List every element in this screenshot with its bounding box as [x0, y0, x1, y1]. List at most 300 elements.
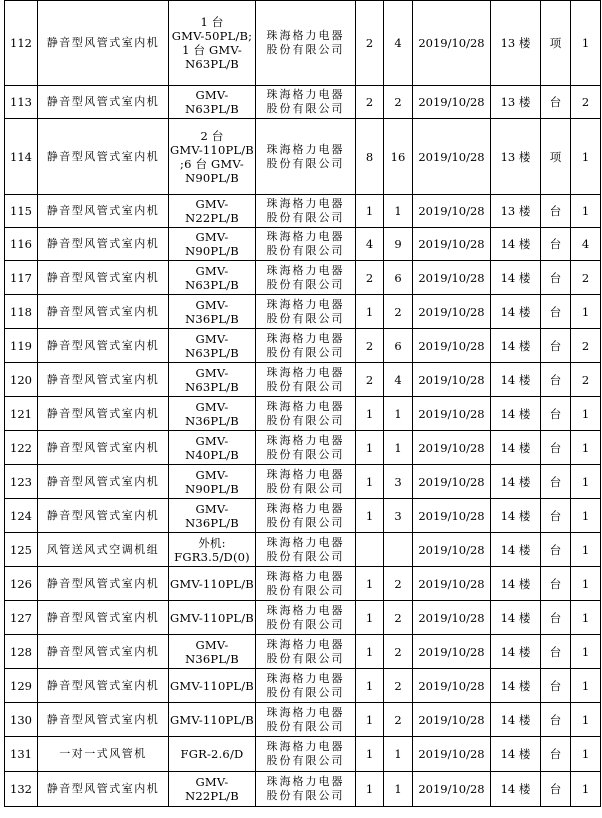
quantity-2: 9: [384, 228, 413, 261]
manufacturer: [256, 737, 356, 772]
quantity-1: 4: [356, 228, 384, 261]
quantity-2: 2: [384, 635, 413, 669]
model-number: [169, 86, 256, 119]
model-number: [169, 601, 256, 635]
model-number: [169, 465, 256, 499]
quantity-2: 4: [384, 1, 413, 86]
manufacturer-line: 珠海格力电器: [266, 775, 345, 788]
model-line: GMV-110PL/B: [170, 142, 254, 157]
model-line: N90PL/B: [185, 170, 239, 185]
manufacturer-line: 股份有限公司: [266, 515, 345, 529]
quantity-3: 1: [571, 567, 601, 601]
quantity-1: 1: [356, 195, 384, 228]
floor: 14 楼: [491, 737, 541, 772]
row-number: 121: [5, 397, 38, 431]
row-number: 117: [5, 261, 38, 295]
model-number: [169, 772, 256, 807]
quantity-1: 1: [356, 635, 384, 669]
model-number: [169, 119, 256, 195]
table-row: [5, 465, 601, 499]
unit: 台: [541, 567, 571, 601]
model-number: [169, 499, 256, 533]
row-number: 128: [5, 635, 38, 669]
manufacturer: [256, 601, 356, 635]
quantity-3: 1: [571, 601, 601, 635]
equipment-name: 静音型风管式室内机: [38, 1, 169, 86]
unit: 台: [541, 499, 571, 533]
manufacturer-line: 股份有限公司: [266, 102, 345, 115]
manufacturer-line: 珠海格力电器: [266, 705, 345, 719]
manufacturer-line: 股份有限公司: [266, 651, 345, 665]
manufacturer: [256, 329, 356, 363]
model-number: [169, 533, 256, 567]
model-line: GMV-110PL/B: [170, 712, 254, 727]
model-line: GMV-N36PL/B: [185, 637, 239, 666]
quantity-2: 2: [384, 295, 413, 329]
model-line: 1 台 GMV-: [182, 43, 242, 57]
table-row: [5, 363, 601, 397]
date: 2019/10/28: [413, 295, 491, 329]
date: 2019/10/28: [413, 119, 491, 195]
unit: 台: [541, 772, 571, 807]
quantity-3: 1: [571, 465, 601, 499]
row-number: 113: [5, 86, 38, 119]
quantity-3: 1: [571, 431, 601, 465]
table-row: [5, 635, 601, 669]
floor: 14 楼: [491, 601, 541, 635]
manufacturer-line: 股份有限公司: [266, 345, 345, 359]
manufacturer-line: 股份有限公司: [266, 583, 345, 597]
table-row: [5, 772, 601, 807]
date: 2019/10/28: [413, 228, 491, 261]
manufacturer-line: 珠海格力电器: [266, 671, 345, 685]
unit: 台: [541, 228, 571, 261]
manufacturer-line: 股份有限公司: [266, 379, 345, 393]
unit: 台: [541, 601, 571, 635]
row-number: 129: [5, 669, 38, 703]
date: 2019/10/28: [413, 601, 491, 635]
model-line: GMV-50PL/B;: [171, 29, 253, 43]
unit: 台: [541, 635, 571, 669]
quantity-1: 1: [356, 295, 384, 329]
manufacturer-line: 股份有限公司: [266, 617, 345, 631]
unit: 台: [541, 465, 571, 499]
equipment-name: 静音型风管式室内机: [38, 261, 169, 295]
model-number: [169, 195, 256, 228]
manufacturer-line: 股份有限公司: [266, 43, 345, 56]
row-number: 124: [5, 499, 38, 533]
quantity-1: 8: [356, 119, 384, 195]
manufacturer-line: 珠海格力电器: [266, 230, 345, 243]
date: 2019/10/28: [413, 499, 491, 533]
equipment-name: 一对一式风管机: [38, 737, 169, 772]
table-row: [5, 397, 601, 431]
row-number: 123: [5, 465, 38, 499]
quantity-2: 4: [384, 363, 413, 397]
row-number: 112: [5, 1, 38, 86]
quantity-1: 1: [356, 567, 384, 601]
table-body: [5, 1, 601, 807]
model-number: [169, 567, 256, 601]
row-number: 119: [5, 329, 38, 363]
row-number: 114: [5, 119, 38, 195]
manufacturer-line: 股份有限公司: [266, 685, 345, 699]
equipment-name: 静音型风管式室内机: [38, 86, 169, 119]
manufacturer-line: 珠海格力电器: [266, 501, 345, 515]
equipment-name: 静音型风管式室内机: [38, 119, 169, 195]
equipment-name: 静音型风管式室内机: [38, 499, 169, 533]
unit: 台: [541, 86, 571, 119]
date: 2019/10/28: [413, 86, 491, 119]
quantity-3: 1: [571, 772, 601, 807]
unit: 台: [541, 261, 571, 295]
date: 2019/10/28: [413, 363, 491, 397]
quantity-1: 1: [356, 465, 384, 499]
manufacturer-line: 珠海格力电器: [266, 365, 345, 379]
manufacturer: [256, 195, 356, 228]
date: 2019/10/28: [413, 635, 491, 669]
quantity-1: 2: [356, 261, 384, 295]
quantity-3: 1: [571, 499, 601, 533]
manufacturer-line: 珠海格力电器: [266, 297, 345, 311]
manufacturer: [256, 86, 356, 119]
manufacturer: [256, 635, 356, 669]
quantity-3: 1: [571, 635, 601, 669]
manufacturer-line: 股份有限公司: [266, 211, 345, 224]
equipment-name: 静音型风管式室内机: [38, 635, 169, 669]
table-row: [5, 703, 601, 737]
quantity-1: 1: [356, 737, 384, 772]
quantity-1: 1: [356, 703, 384, 737]
quantity-1: 1: [356, 669, 384, 703]
equipment-name: 静音型风管式室内机: [38, 465, 169, 499]
manufacturer: [256, 567, 356, 601]
manufacturer-line: 珠海格力电器: [266, 637, 345, 651]
floor: 14 楼: [491, 329, 541, 363]
manufacturer-line: 股份有限公司: [266, 719, 345, 733]
manufacturer: [256, 397, 356, 431]
model-number: [169, 737, 256, 772]
equipment-name: 静音型风管式室内机: [38, 397, 169, 431]
quantity-2: 1: [384, 431, 413, 465]
model-number: [169, 1, 256, 86]
table-row: [5, 119, 601, 195]
quantity-1: 2: [356, 1, 384, 86]
quantity-1: 1: [356, 601, 384, 635]
date: 2019/10/28: [413, 195, 491, 228]
date: 2019/10/28: [413, 465, 491, 499]
quantity-3: 1: [571, 295, 601, 329]
floor: 14 楼: [491, 669, 541, 703]
manufacturer-line: 股份有限公司: [266, 244, 345, 257]
table-row: [5, 669, 601, 703]
table-row: [5, 295, 601, 329]
manufacturer-line: 股份有限公司: [266, 754, 345, 767]
floor: 14 楼: [491, 431, 541, 465]
table-row: [5, 261, 601, 295]
row-number: 120: [5, 363, 38, 397]
manufacturer-line: 珠海格力电器: [266, 467, 345, 481]
manufacturer-line: 股份有限公司: [266, 413, 345, 427]
model-line: 外机:: [198, 535, 226, 550]
date: 2019/10/28: [413, 772, 491, 807]
unit: 台: [541, 397, 571, 431]
manufacturer-line: 珠海格力电器: [266, 142, 345, 156]
manufacturer: [256, 465, 356, 499]
manufacturer-line: 珠海格力电器: [266, 399, 345, 413]
quantity-3: 4: [571, 228, 601, 261]
quantity-2: [384, 533, 413, 567]
quantity-2: 2: [384, 86, 413, 119]
manufacturer-line: 股份有限公司: [266, 156, 345, 170]
unit: 台: [541, 533, 571, 567]
model-line: 1 台: [200, 15, 224, 29]
model-line: GMV-N36PL/B: [185, 501, 239, 530]
unit: 台: [541, 737, 571, 772]
quantity-2: 16: [384, 119, 413, 195]
quantity-1: 2: [356, 363, 384, 397]
model-number: [169, 703, 256, 737]
equipment-name: 静音型风管式室内机: [38, 295, 169, 329]
manufacturer: [256, 499, 356, 533]
row-number: 132: [5, 772, 38, 807]
equipment-name: 静音型风管式室内机: [38, 195, 169, 228]
row-number: 131: [5, 737, 38, 772]
model-number: [169, 295, 256, 329]
manufacturer-line: 股份有限公司: [266, 549, 345, 563]
manufacturer: [256, 363, 356, 397]
manufacturer-line: 股份有限公司: [266, 277, 345, 291]
manufacturer-line: 珠海格力电器: [266, 331, 345, 345]
quantity-2: 1: [384, 772, 413, 807]
unit: 项: [541, 1, 571, 86]
manufacturer: [256, 431, 356, 465]
unit: 台: [541, 329, 571, 363]
manufacturer-line: 股份有限公司: [266, 481, 345, 495]
row-number: 118: [5, 295, 38, 329]
unit: 台: [541, 195, 571, 228]
table-row: [5, 431, 601, 465]
floor: 14 楼: [491, 295, 541, 329]
manufacturer-line: 珠海格力电器: [266, 569, 345, 583]
model-line: GMV-N40PL/B: [185, 433, 239, 462]
quantity-2: 1: [384, 737, 413, 772]
manufacturer: [256, 261, 356, 295]
model-line: GMV-110PL/B: [170, 576, 254, 591]
row-number: 130: [5, 703, 38, 737]
quantity-3: 1: [571, 195, 601, 228]
manufacturer: [256, 1, 356, 86]
floor: 14 楼: [491, 499, 541, 533]
quantity-1: 2: [356, 329, 384, 363]
model-line: FGR-2.6/D: [180, 747, 244, 761]
model-line: GMV-N63PL/B: [185, 331, 239, 360]
quantity-3: 2: [571, 261, 601, 295]
quantity-2: 1: [384, 397, 413, 431]
equipment-table: [4, 0, 601, 807]
equipment-name: 风管送风式空调机组: [38, 533, 169, 567]
model-line: GMV-N63PL/B: [185, 88, 239, 116]
quantity-3: 1: [571, 119, 601, 195]
table-row: [5, 86, 601, 119]
model-line: GMV-N90PL/B: [185, 467, 239, 496]
quantity-1: [356, 533, 384, 567]
quantity-2: 3: [384, 465, 413, 499]
equipment-name: 静音型风管式室内机: [38, 431, 169, 465]
quantity-1: 1: [356, 397, 384, 431]
floor: 14 楼: [491, 228, 541, 261]
model-line: GMV-110PL/B: [170, 678, 254, 693]
date: 2019/10/28: [413, 431, 491, 465]
row-number: 126: [5, 567, 38, 601]
quantity-1: 2: [356, 86, 384, 119]
date: 2019/10/28: [413, 533, 491, 567]
model-number: [169, 431, 256, 465]
model-line: GMV-110PL/B: [170, 610, 254, 625]
date: 2019/10/28: [413, 329, 491, 363]
manufacturer: [256, 295, 356, 329]
quantity-3: 1: [571, 397, 601, 431]
row-number: 122: [5, 431, 38, 465]
model-line: GMV-N36PL/B: [185, 297, 239, 326]
manufacturer-line: 股份有限公司: [266, 311, 345, 325]
model-number: [169, 329, 256, 363]
row-number: 116: [5, 228, 38, 261]
floor: 14 楼: [491, 465, 541, 499]
quantity-1: 1: [356, 431, 384, 465]
floor: 13 楼: [491, 1, 541, 86]
floor: 14 楼: [491, 533, 541, 567]
quantity-3: 1: [571, 669, 601, 703]
manufacturer-line: 珠海格力电器: [266, 29, 345, 42]
date: 2019/10/28: [413, 703, 491, 737]
row-number: 115: [5, 195, 38, 228]
floor: 14 楼: [491, 567, 541, 601]
model-number: [169, 228, 256, 261]
quantity-2: 1: [384, 195, 413, 228]
manufacturer: [256, 119, 356, 195]
row-number: 127: [5, 601, 38, 635]
quantity-3: 1: [571, 737, 601, 772]
model-number: [169, 635, 256, 669]
unit: 台: [541, 669, 571, 703]
equipment-name: 静音型风管式室内机: [38, 228, 169, 261]
table-row: [5, 567, 601, 601]
table-row: [5, 228, 601, 261]
floor: 14 楼: [491, 635, 541, 669]
quantity-2: 3: [384, 499, 413, 533]
unit: 台: [541, 295, 571, 329]
unit: 台: [541, 431, 571, 465]
model-line: 2 台: [200, 128, 224, 143]
floor: 14 楼: [491, 363, 541, 397]
equipment-name: 静音型风管式室内机: [38, 703, 169, 737]
quantity-2: 2: [384, 703, 413, 737]
model-line: GMV-N22PL/B: [185, 197, 239, 225]
floor: 13 楼: [491, 119, 541, 195]
quantity-2: 2: [384, 669, 413, 703]
date: 2019/10/28: [413, 737, 491, 772]
manufacturer-line: 珠海格力电器: [266, 603, 345, 617]
model-line: GMV-N63PL/B: [185, 263, 239, 292]
equipment-name: 静音型风管式室内机: [38, 329, 169, 363]
model-line: GMV-N22PL/B: [185, 775, 239, 803]
manufacturer: [256, 533, 356, 567]
model-number: [169, 669, 256, 703]
unit: 项: [541, 119, 571, 195]
equipment-name: 静音型风管式室内机: [38, 772, 169, 807]
floor: 14 楼: [491, 772, 541, 807]
table-row: [5, 601, 601, 635]
floor: 14 楼: [491, 261, 541, 295]
quantity-1: 1: [356, 499, 384, 533]
model-line: GMV-N90PL/B: [185, 230, 239, 258]
table-row: [5, 195, 601, 228]
manufacturer: [256, 669, 356, 703]
manufacturer-line: 珠海格力电器: [266, 197, 345, 210]
quantity-1: 1: [356, 772, 384, 807]
quantity-3: 1: [571, 533, 601, 567]
date: 2019/10/28: [413, 669, 491, 703]
quantity-3: 2: [571, 363, 601, 397]
quantity-3: 2: [571, 86, 601, 119]
table-row: [5, 1, 601, 86]
table-row: [5, 737, 601, 772]
quantity-2: 6: [384, 329, 413, 363]
unit: 台: [541, 363, 571, 397]
quantity-3: 1: [571, 1, 601, 86]
date: 2019/10/28: [413, 261, 491, 295]
model-line: GMV-N36PL/B: [185, 399, 239, 428]
equipment-name: 静音型风管式室内机: [38, 669, 169, 703]
manufacturer-line: 股份有限公司: [266, 447, 345, 461]
manufacturer: [256, 228, 356, 261]
table-row: [5, 533, 601, 567]
quantity-2: 6: [384, 261, 413, 295]
equipment-name: 静音型风管式室内机: [38, 601, 169, 635]
manufacturer: [256, 703, 356, 737]
manufacturer-line: 珠海格力电器: [266, 740, 345, 753]
row-number: 125: [5, 533, 38, 567]
floor: 13 楼: [491, 195, 541, 228]
model-line: FGR3.5/D(0): [174, 549, 250, 564]
model-number: [169, 261, 256, 295]
date: 2019/10/28: [413, 1, 491, 86]
floor: 13 楼: [491, 86, 541, 119]
unit: 台: [541, 703, 571, 737]
model-line: N63PL/B: [185, 57, 239, 71]
model-line: GMV-N63PL/B: [185, 365, 239, 394]
quantity-2: 2: [384, 567, 413, 601]
model-number: [169, 363, 256, 397]
model-number: [169, 397, 256, 431]
manufacturer-line: 珠海格力电器: [266, 535, 345, 549]
date: 2019/10/28: [413, 397, 491, 431]
manufacturer: [256, 772, 356, 807]
quantity-3: 2: [571, 329, 601, 363]
table-row: [5, 329, 601, 363]
manufacturer-line: 珠海格力电器: [266, 433, 345, 447]
quantity-3: 1: [571, 703, 601, 737]
date: 2019/10/28: [413, 567, 491, 601]
equipment-name: 静音型风管式室内机: [38, 363, 169, 397]
equipment-name: 静音型风管式室内机: [38, 567, 169, 601]
model-line: ;6 台 GMV-: [180, 156, 244, 171]
manufacturer-line: 股份有限公司: [266, 789, 345, 802]
quantity-2: 2: [384, 601, 413, 635]
manufacturer-line: 珠海格力电器: [266, 263, 345, 277]
manufacturer-line: 珠海格力电器: [266, 88, 345, 101]
